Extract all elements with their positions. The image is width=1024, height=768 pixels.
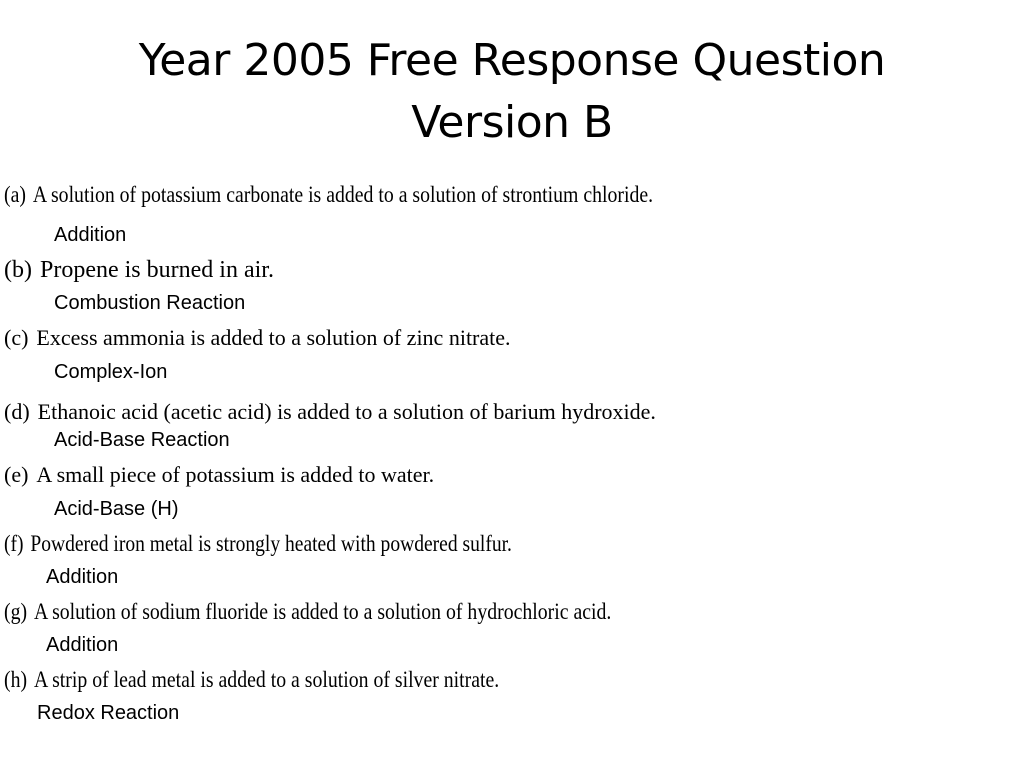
question-text: A solution of potassium carbonate is added to a solution of strontium chloride.: [32, 182, 654, 207]
answer-f: Addition: [46, 566, 119, 588]
question-letter: (c): [4, 325, 29, 350]
question-c: [4, 325, 511, 351]
answer-e: Acid-Base (H): [54, 498, 179, 520]
question-a: [4, 182, 653, 208]
question-letter: (d): [4, 399, 30, 424]
answer-c: Complex-Ion: [54, 361, 168, 383]
slide-title-line-1: Year 2005 Free Response Question: [138, 35, 886, 86]
slide-title-line-2: Version B: [411, 97, 613, 148]
question-g: [4, 599, 611, 625]
question-letter: (f): [4, 531, 24, 556]
answer-b: Combustion Reaction: [54, 292, 246, 314]
answer-h: Redox Reaction: [37, 702, 180, 724]
question-text: A solution of sodium fluoride is added to a solution of hydrochloric acid.: [33, 599, 612, 624]
question-letter: (h): [4, 667, 28, 692]
question-letter: (g): [4, 599, 28, 624]
slide-title: [0, 30, 1024, 154]
question-letter: (e): [4, 462, 29, 487]
question-letter: (b): [4, 257, 32, 283]
question-f: [4, 531, 512, 557]
question-text: Excess ammonia is added to a solution of zinc nitrate.: [36, 325, 511, 350]
question-e: [4, 462, 434, 488]
question-text: Propene is burned in air.: [39, 257, 274, 283]
answer-a: Addition: [54, 224, 127, 246]
question-d: [4, 399, 656, 425]
question-text: Ethanoic acid (acetic acid) is added to a solution of barium hydroxide.: [37, 399, 656, 424]
question-h: [4, 667, 499, 693]
question-text: A strip of lead metal is added to a solution of silver nitrate.: [33, 667, 500, 692]
answer-g: Addition: [46, 634, 119, 656]
question-b: [4, 257, 274, 283]
question-text: Powdered iron metal is strongly heated with powdered sulfur.: [30, 531, 512, 556]
question-letter: (a): [4, 182, 26, 207]
answer-d: Acid-Base Reaction: [54, 429, 230, 451]
question-text: A small piece of potassium is added to water.: [36, 462, 435, 487]
